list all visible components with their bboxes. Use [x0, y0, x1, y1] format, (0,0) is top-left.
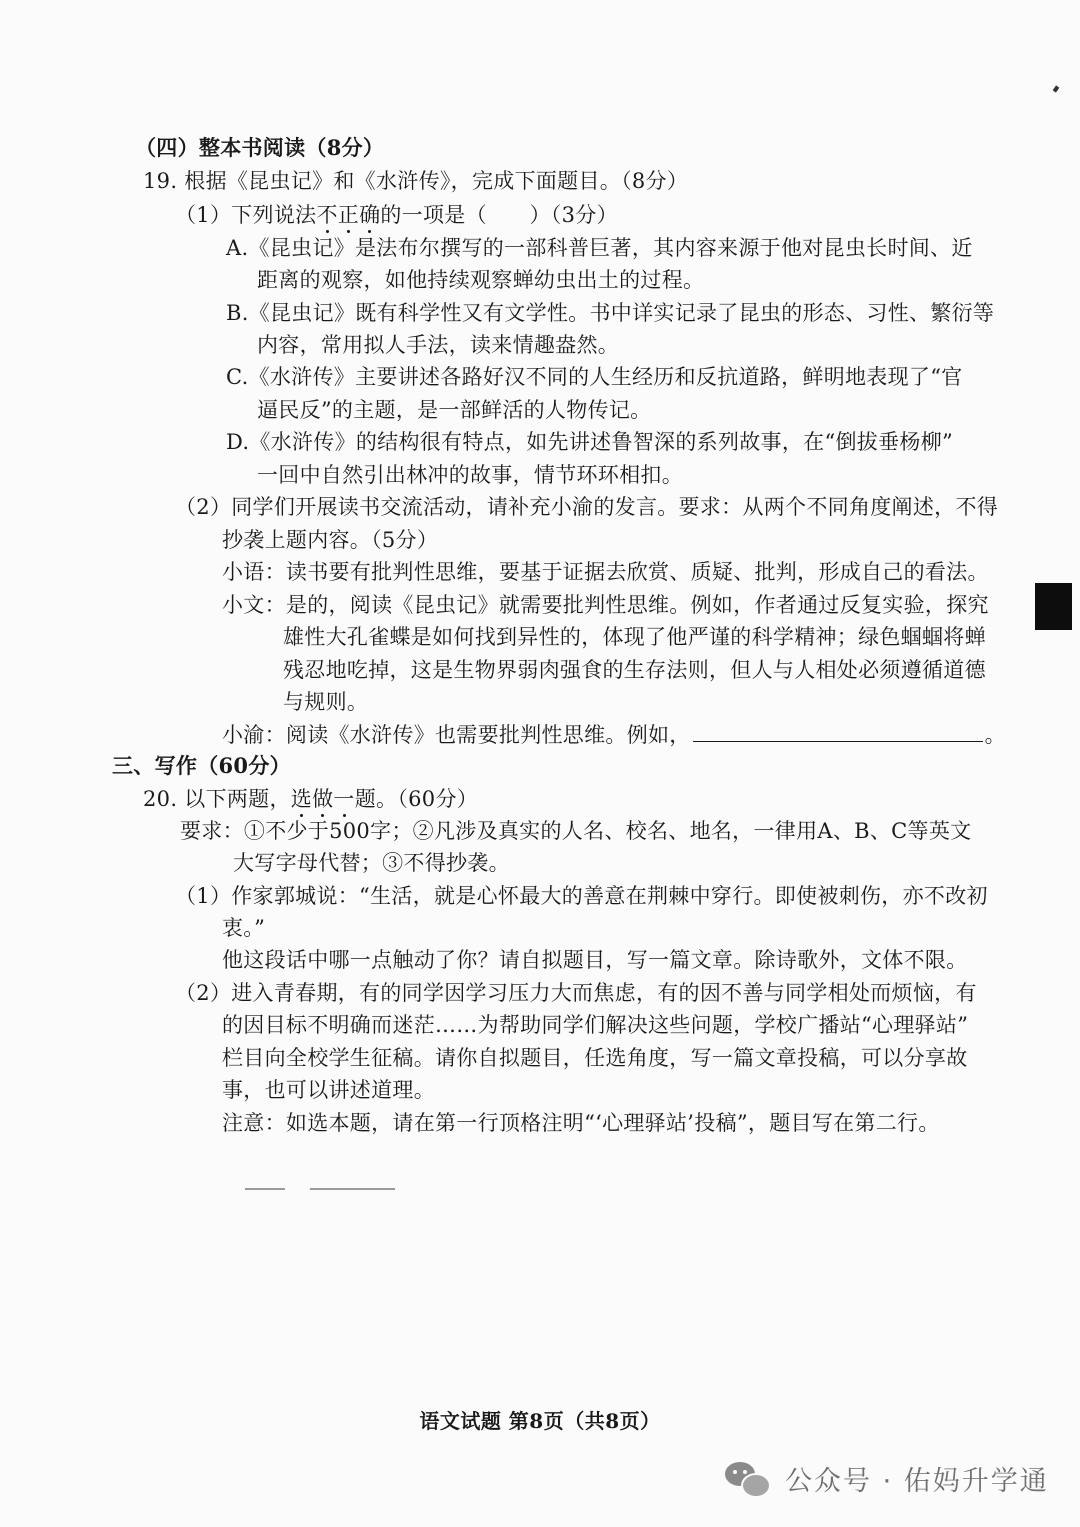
prompt2-line3: 栏目向全校学生征稿。请你自拟题目，任选角度，写一篇文章投稿，可以分享故	[222, 1046, 968, 1070]
q20-requirement-line1: 要求：①不少于500字；②凡涉及真实的人名、校名、地名，一律用A、B、C等英文	[180, 819, 972, 843]
dialogue-xiaoyu: 小语：读书要有批判性思维，要基于证据去欣赏、质疑、批判，形成自己的看法。	[222, 560, 989, 584]
page-footer: 语文试题 第8页（共8页）	[419, 1409, 661, 1433]
dialogue-xiaowen-line2: 雄性大孔雀蝶是如何找到异性的，体现了他严谨的科学精神；绿色蝈蝈将蝉	[283, 625, 986, 649]
watermark	[725, 1456, 1049, 1500]
dialogue-xiaowen-line3: 残忍地吃掉，这是生物界弱肉强食的生存法则，但人与人相处必须遵循道德	[283, 658, 986, 682]
prompt1-line2: 衷。”	[222, 916, 266, 940]
scan-smudge	[245, 1188, 285, 1190]
option-b-line1: B.《昆虫记》既有科学性又有文学性。书中详实记录了昆虫的形态、习性、繁衍等	[226, 301, 995, 325]
option-a-line2: 距离的观察，如他持续观察蝉幼虫出土的过程。	[257, 268, 705, 292]
q20-stem: 20. 以下两题，选做一题。（60分）	[143, 784, 478, 814]
answer-blank[interactable]	[693, 721, 983, 742]
prompt2-line4: 事，也可以讲述道理。	[222, 1078, 435, 1102]
q20-requirement-line2: 大写字母代替；③不得抄袭。	[233, 851, 510, 875]
emphasis-char: 做	[312, 784, 333, 814]
prompt2-line2: 的因目标不明确而迷茫……为帮助同学们解决这些问题，学校广播站“心理驿站”	[222, 1013, 969, 1037]
section3-heading: 三、写作（60分）	[112, 753, 291, 778]
scan-edge-mark	[1035, 583, 1072, 630]
section4-heading: （四）整本书阅读（8分）	[135, 135, 385, 160]
emphasis-char: 确	[359, 200, 380, 230]
corner-mark	[1053, 85, 1060, 92]
option-c-line1: C.《水浒传》主要讲述各路好汉不同的人生经历和反抗道路，鲜明地表现了“官	[226, 365, 963, 389]
emphasis-char: 一	[333, 784, 354, 814]
emphasis-char: 选	[291, 784, 312, 814]
dialogue-xiaowen-line4: 与规则。	[283, 690, 369, 714]
dialogue-xiaowen-line1: 小文：是的，阅读《昆虫记》就需要批判性思维。例如，作者通过反复实验，探究	[222, 593, 989, 617]
q19-sub2-line2: 抄袭上题内容。（5分）	[222, 528, 439, 552]
option-b-line2: 内容，常用拟人手法，读来情趣盎然。	[257, 333, 620, 357]
q19-stem: 19. 根据《昆虫记》和《水浒传》，完成下面题目。（8分）	[143, 169, 689, 193]
scan-smudge	[310, 1188, 395, 1190]
dialogue-xiaoyu2: 小渝：阅读《水浒传》也需要批判性思维。例如， 。	[222, 723, 1006, 747]
emphasis-char: 不	[316, 200, 337, 230]
q19-sub2-line1: （2）同学们开展读书交流活动，请补充小渝的发言。要求：从两个不同角度阐述，不得	[175, 495, 999, 519]
option-d-line1: D.《水浒传》的结构很有特点，如先讲述鲁智深的系列故事，在“倒拔垂杨柳”	[226, 430, 954, 454]
emphasis-char: 正	[338, 200, 359, 230]
prompt1-line3: 他这段话中哪一点触动了你？请自拟题目，写一篇文章。除诗歌外，文体不限。	[222, 948, 968, 972]
option-a-line1: A.《昆虫记》是法布尔撰写的一部科普巨著，其内容来源于他对昆虫长时间、近	[226, 236, 973, 260]
prompt2-note: 注意：如选本题，请在第一行顶格注明“‘心理驿站’投稿”，题目写在第二行。	[222, 1111, 940, 1135]
q19-sub1: （1）下列说法不正确的一项是（ ）（3分）	[175, 200, 618, 230]
prompt2-line1: （2）进入青春期，有的同学因学习压力大而焦虑，有的因不善与同学相处而烦恼，有	[175, 981, 977, 1005]
prompt1-line1: （1）作家郭城说：“生活，就是心怀最大的善意在荆棘中穿行。即使被刺伤，亦不改初	[175, 884, 988, 908]
option-c-line2: 逼民反”的主题，是一部鲜活的人物传记。	[257, 398, 652, 422]
option-d-line2: 一回中自然引出林冲的故事，情节环环相扣。	[257, 463, 683, 487]
wechat-icon	[725, 1460, 769, 1496]
watermark-text: 公众号 · 佑妈升学通	[785, 1465, 1049, 1497]
